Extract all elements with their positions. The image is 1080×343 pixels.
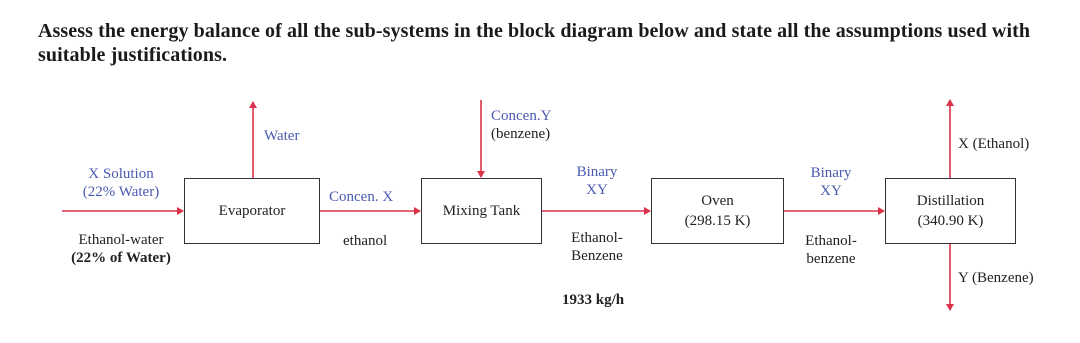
feed-bottom-line1: Ethanol-water [78, 232, 164, 248]
binary1-top-line2: XY [586, 182, 608, 198]
binary2-top-line2: XY [820, 183, 842, 199]
feed-bottom-line2: (22% of Water) [71, 250, 171, 266]
binary1-bottom-label [561, 229, 633, 265]
oven-label: Oven [701, 193, 734, 209]
feed-top-line1: X Solution [88, 166, 154, 182]
binary1-top-label [566, 163, 628, 199]
flow-rate-label: 1933 kg/h [562, 292, 625, 308]
binary2-bottom-label [795, 232, 867, 268]
oven-temperature: (298.15 K) [684, 213, 751, 229]
distillation-block [885, 178, 1016, 244]
oven-block [651, 178, 784, 244]
binary1-top-line1: Binary [576, 164, 618, 180]
concen-y-label [491, 107, 551, 143]
binary1-bottom-line1: Ethanol- [571, 230, 623, 246]
x-ethanol-label: X (Ethanol) [958, 136, 1030, 152]
binary2-top-label [800, 164, 862, 200]
binary2-bottom-line2: benzene [806, 251, 856, 267]
evaporator-label: Evaporator [218, 203, 286, 219]
binary2-bottom-line1: Ethanol- [805, 233, 857, 249]
mixing-tank-block [421, 178, 542, 244]
concen-x-label: Concen. X [329, 189, 394, 205]
concen-y-line1: Concen.Y [491, 108, 552, 124]
mixing-tank-label: Mixing Tank [442, 203, 521, 219]
binary1-bottom-line2: Benzene [571, 248, 623, 264]
evaporator-block [184, 178, 320, 244]
feed-label-bottom [58, 231, 184, 267]
question-text: Assess the energy balance of all the sub-systems in the block diagram below and state all the assumptions used with suitable justifications. [38, 20, 1031, 66]
distillation-label: Distillation [916, 193, 985, 209]
binary2-top-line1: Binary [810, 165, 852, 181]
ethanol-label: ethanol [343, 233, 388, 249]
distillation-temperature: (340.90 K) [917, 213, 984, 229]
feed-label-top [66, 165, 176, 201]
concen-y-line2: (benzene) [491, 126, 551, 142]
y-benzene-label: Y (Benzene) [958, 270, 1034, 286]
feed-top-line2: (22% Water) [82, 184, 160, 200]
water-label: Water [264, 128, 300, 144]
